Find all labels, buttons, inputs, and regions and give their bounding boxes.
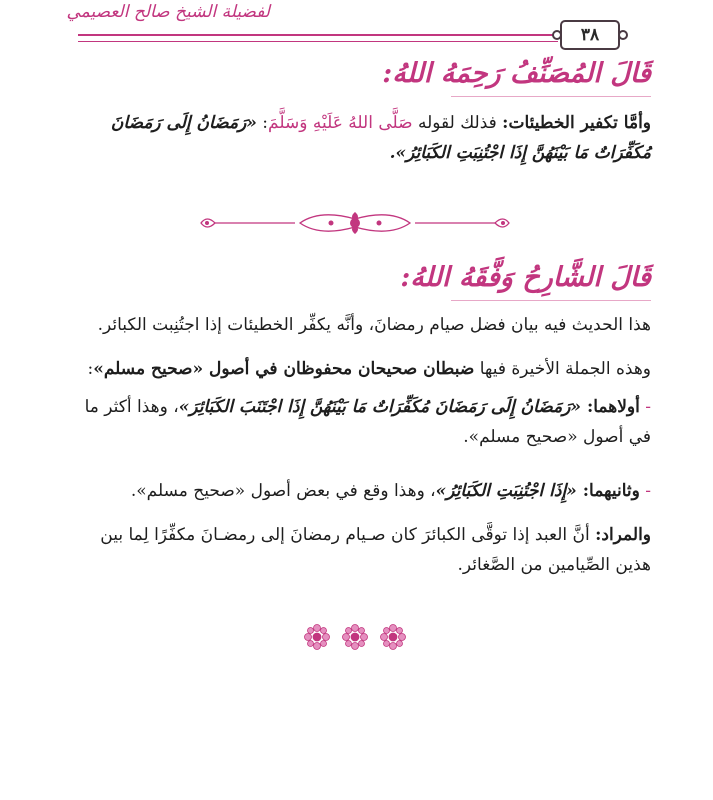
first-reading-lead: أولاهما: xyxy=(586,397,640,417)
first-reading-dash: - xyxy=(639,397,651,417)
author-text-lead: وأمَّا تكفير الخطيئات: xyxy=(502,113,651,133)
paragraph-2-bold: ضبطان صحيحان محفوظان في أصول «صحيح مسلم» xyxy=(93,359,475,379)
paragraph-2-text: وهذه الجملة الأخيرة فيها xyxy=(474,359,651,379)
page-number xyxy=(560,20,620,50)
commentator-heading-underline xyxy=(451,300,651,301)
paragraph-2-end: : xyxy=(87,359,94,379)
second-reading-rest: ، وهذا وقع في بعض أصول «صحيح مسلم». xyxy=(130,481,436,501)
second-reading-lead: وثانيهما: xyxy=(582,481,640,501)
header-rule xyxy=(78,34,558,42)
first-reading-quote: «رَمَضَانُ إِلَى رَمَضَانَ مُكَفِّرَاتٌ مَا بَيْنَهُنَّ إِذَا اجْتَنَبَ الكَبَائِرَ» xyxy=(178,397,587,417)
page-number-value: ٣٨ xyxy=(580,25,600,45)
meaning-paragraph xyxy=(61,520,651,580)
second-reading xyxy=(61,476,651,506)
first-reading-rest: ، وهذا أكثر ما في أصول «صحيح مسلم». xyxy=(84,397,651,447)
author-heading: قَالَ المُصَنِّفُ رَحِمَهُ اللهُ: xyxy=(382,58,651,89)
first-reading xyxy=(61,392,651,452)
three-flower-icon xyxy=(295,620,415,654)
author-text xyxy=(61,108,651,168)
second-reading-quote: «إِذَا اجْتُنِبَتِ الكَبَائِرُ» xyxy=(435,481,583,501)
commentary-paragraph-2 xyxy=(61,354,651,384)
second-reading-dash: - xyxy=(639,481,651,501)
book-title: لفضيلة الشيخ صالح العصيمي xyxy=(66,2,270,22)
commentary-paragraph-1: هذا الحديث فيه بيان فضل صيام رمضانَ، وأنَّه يكفِّر الخطيئات إذا اجتُنِبت الكبائر. xyxy=(97,315,651,335)
commentator-heading: قَالَ الشَّارِحُ وَفَّقَهُ اللهُ: xyxy=(400,262,651,293)
salawat-phrase: صَلَّى اللهُ عَلَيْهِ وَسَلَّمَ xyxy=(268,113,413,133)
meaning-lead: والمراد: xyxy=(595,525,651,545)
floral-divider-icon xyxy=(195,206,515,240)
hadith-quote: «رَمَضَانُ إِلَى رَمَضَانَ مُكَفِّرَاتٌ مَا بَيْنَهُنَّ إِذَا اجْتُنِبَتِ الكَبَائِرُ». xyxy=(110,113,651,163)
author-text-colon: : xyxy=(256,113,269,133)
author-text-body: فذلك لقوله xyxy=(412,113,503,133)
page-header xyxy=(66,0,630,48)
author-heading-underline xyxy=(451,96,651,97)
meaning-text: أنَّ العبد إذا توقَّى الكبائرَ كان صـيام رمضانَ إلى رمضـانَ مكفِّرًا لِما بين هذين الصِّيامين من الصَّغائر. xyxy=(100,525,651,575)
